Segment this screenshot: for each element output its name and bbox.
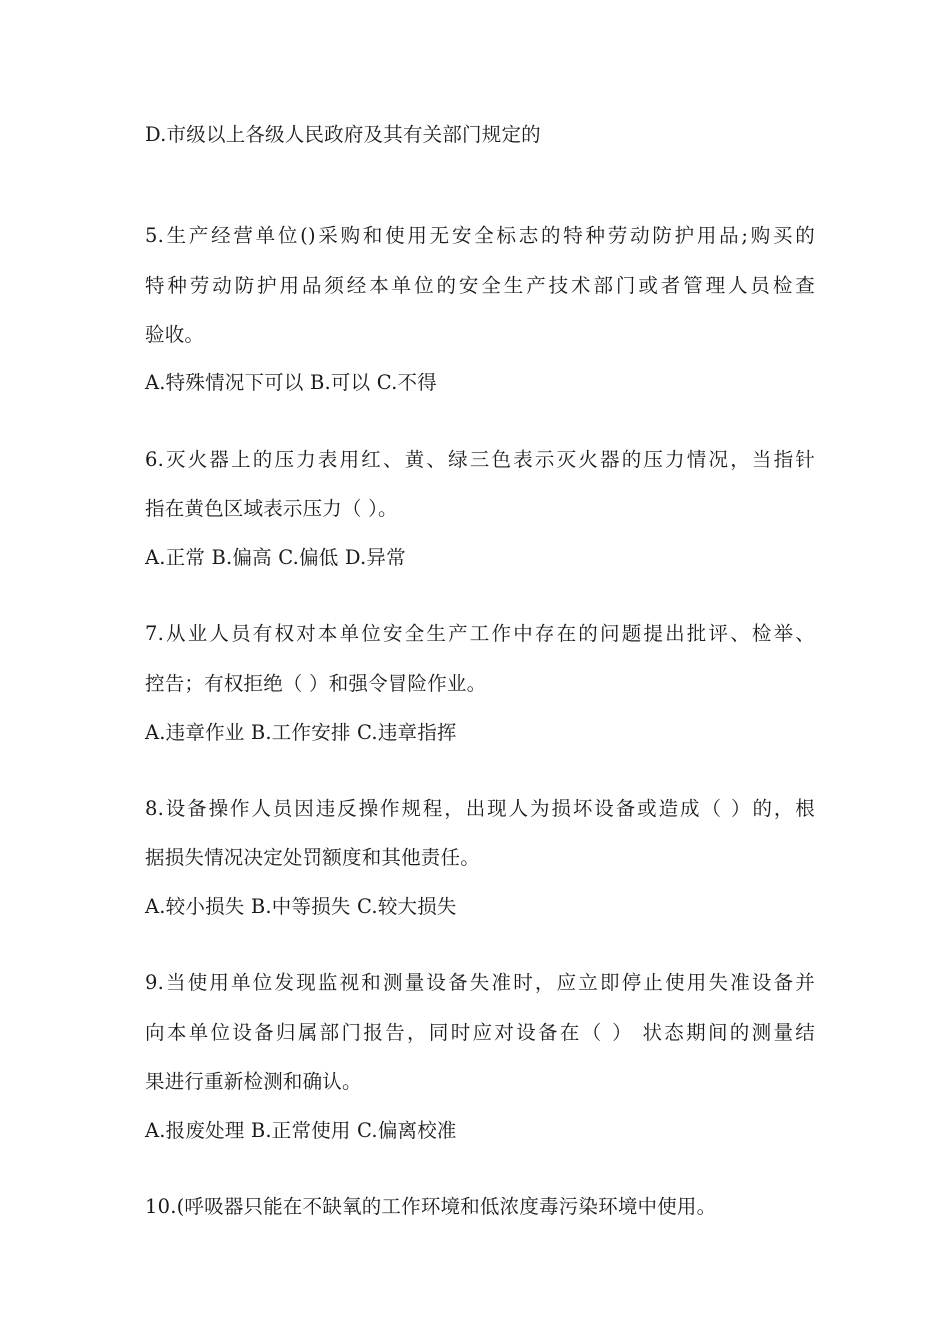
- question-10-line-1: 10.(呼吸器只能在不缺氧的工作环境和低浓度毒污染环境中使用。: [145, 1195, 717, 1218]
- question-5-line-3: 验收。: [145, 323, 205, 346]
- question-9-options: A.报废处理 B.正常使用 C.偏离校准: [145, 1119, 457, 1142]
- question-6-line-2: 指在黄色区域表示压力（ ）。: [145, 497, 398, 520]
- question-8-line-1: 8.设备操作人员因违反操作规程，出现人为损坏设备或造成（ ）的，根: [145, 797, 815, 820]
- question-9-line-1: 9.当使用单位发现监视和测量设备失准时，应立即停止使用失准设备并: [145, 971, 815, 994]
- question-5-line-1: 5.生产经营单位()采购和使用无安全标志的特种劳动防护用品;购买的: [145, 224, 815, 247]
- question-5-line-2: 特种劳动防护用品须经本单位的安全生产技术部门或者管理人员检查: [145, 274, 815, 297]
- question-8-line-2: 据损失情况决定处罚额度和其他责任。: [145, 846, 480, 869]
- question-6-line-1: 6.灭火器上的压力表用红、黄、绿三色表示灭火器的压力情况，当指针: [145, 448, 815, 471]
- question-9-line-2: 向本单位设备归属部门报告，同时应对设备在（ ） 状态期间的测量结: [145, 1021, 815, 1044]
- question-9-line-3: 果进行重新检测和确认。: [145, 1070, 362, 1093]
- option-line-q4-d: D.市级以上各级人民政府及其有关部门规定的: [145, 123, 541, 146]
- question-7-line-1: 7.从业人员有权对本单位安全生产工作中存在的问题提出批评、检举、: [145, 622, 815, 645]
- question-5-options: A.特殊情况下可以 B.可以 C.不得: [145, 371, 437, 394]
- question-8-options: A.较小损失 B.中等损失 C.较大损失: [145, 895, 457, 918]
- question-7-options: A.违章作业 B.工作安排 C.违章指挥: [145, 721, 457, 744]
- question-7-line-2: 控告；有权拒绝（ ）和强令冒险作业。: [145, 672, 487, 695]
- question-6-options: A.正常 B.偏高 C.偏低 D.异常: [145, 546, 406, 569]
